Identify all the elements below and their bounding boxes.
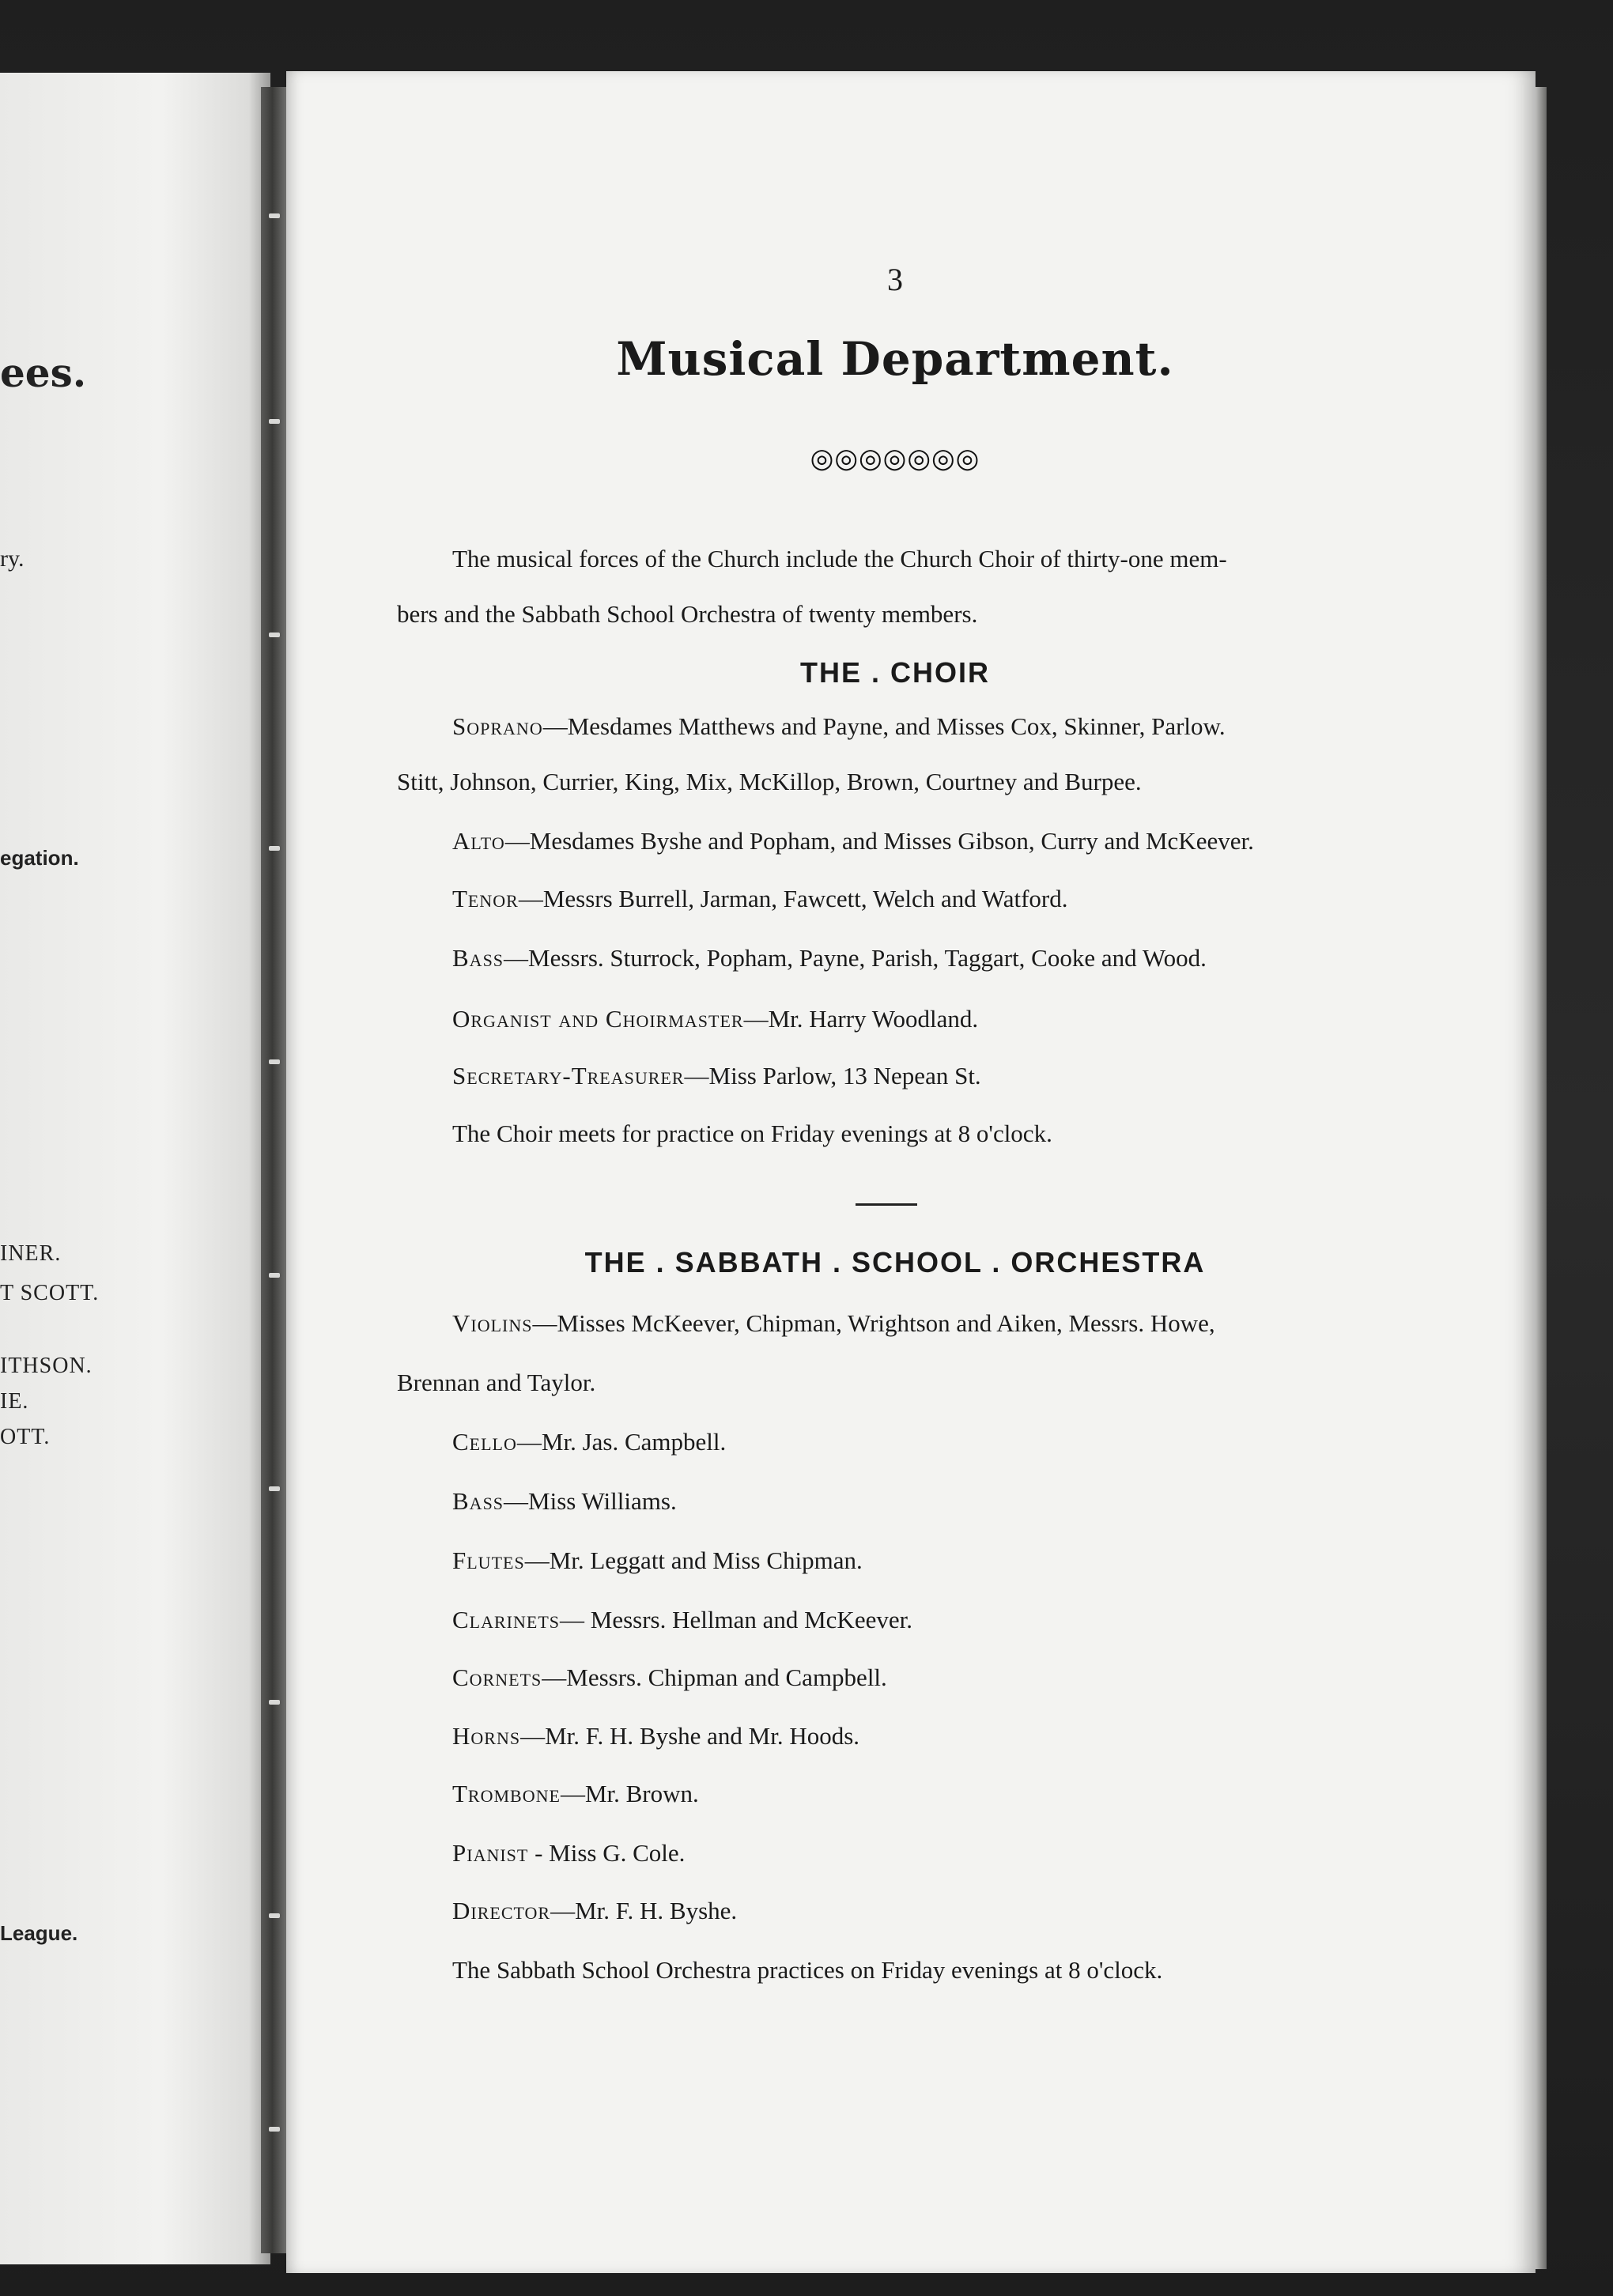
ornament-divider: ◎◎◎◎◎◎◎ [810, 444, 980, 474]
previous-page-line: INER. [0, 1241, 62, 1266]
orchestra-trombone [452, 1779, 699, 1808]
pianist-label: Pianist [452, 1839, 529, 1867]
orchestra-bass-label: Bass [452, 1487, 504, 1515]
pianist-member: - Miss G. Cole. [528, 1839, 686, 1867]
choir-bass-members: —Messrs. Sturrock, Popham, Payne, Parish, Taggart, Cooke and Wood. [504, 944, 1207, 972]
secretary-label: Secretary-Treasurer [452, 1062, 685, 1089]
trombone-member: —Mr. Brown. [560, 1780, 699, 1807]
document-page [286, 71, 1536, 2273]
choir-soprano [452, 712, 1226, 741]
choir-heading: THE . CHOIR [799, 656, 990, 689]
orchestra-pianist [452, 1838, 685, 1867]
section-rule [856, 1203, 917, 1206]
orchestra-violins-continued: Brennan and Taylor. [397, 1369, 596, 1396]
department-title: Musical Department. [616, 332, 1174, 386]
choir-organist [452, 1004, 978, 1033]
previous-page-fragment [0, 73, 270, 2264]
soprano-label: Soprano [452, 712, 543, 740]
orchestra-flutes [452, 1546, 863, 1575]
horns-members: —Mr. F. H. Byshe and Mr. Hoods. [520, 1722, 860, 1750]
choir-bass-label: Bass [452, 944, 504, 972]
clarinets-label: Clarinets [452, 1606, 561, 1633]
cello-member: —Mr. Jas. Campbell. [516, 1428, 727, 1456]
flutes-members: —Mr. Leggatt and Miss Chipman. [524, 1546, 863, 1574]
choir-practice-note: The Choir meets for practice on Friday evenings at 8 o'clock. [452, 1120, 1052, 1147]
orchestra-horns [452, 1721, 859, 1750]
clarinets-members: — Messrs. Hellman and McKeever. [560, 1606, 912, 1633]
alto-members: —Mesdames Byshe and Popham, and Misses Gibson, Curry and McKeever. [504, 827, 1254, 855]
flutes-label: Flutes [452, 1546, 525, 1574]
orchestra-cello [452, 1427, 726, 1456]
director-label: Director [452, 1897, 551, 1924]
choir-alto [452, 826, 1254, 855]
choir-soprano-continued: Stitt, Johnson, Currier, King, Mix, McKillop, Brown, Courtney and Burpee. [397, 768, 1142, 795]
tenor-members: —Messrs Burrell, Jarman, Fawcett, Welch and Watford. [518, 885, 1068, 912]
trombone-label: Trombone [452, 1780, 561, 1807]
intro-line-1: The musical forces of the Church include the Church Choir of thirty-one mem- [452, 545, 1227, 572]
orchestra-director [452, 1896, 737, 1925]
orchestra-bass-member: —Miss Williams. [504, 1487, 677, 1515]
violins-label: Violins [452, 1309, 533, 1337]
alto-label: Alto [452, 827, 505, 855]
orchestra-clarinets [452, 1605, 912, 1634]
choir-tenor [452, 884, 1067, 913]
violins-members: —Misses McKeever, Chipman, Wrightson and Aiken, Messrs. Howe, [532, 1309, 1215, 1337]
cello-label: Cello [452, 1428, 517, 1456]
previous-page-line: IE. [0, 1389, 29, 1414]
previous-page-line: T SCOTT. [0, 1281, 100, 1305]
orchestra-violins [452, 1308, 1215, 1338]
director-name: —Mr. F. H. Byshe. [550, 1897, 738, 1924]
binding-gutter [261, 87, 289, 2253]
tenor-label: Tenor [452, 885, 519, 912]
cornets-members: —Messrs. Chipman and Campbell. [542, 1663, 887, 1691]
previous-page-line: ry. [0, 546, 25, 572]
previous-page-heading-fragment: ees. [0, 349, 87, 396]
page-number: 3 [887, 262, 903, 297]
horns-label: Horns [452, 1722, 521, 1750]
previous-page-line: League. [0, 1921, 78, 1945]
organist-name: —Mr. Harry Woodland. [743, 1005, 979, 1033]
cornets-label: Cornets [452, 1663, 542, 1691]
previous-page-line: egation. [0, 846, 79, 870]
soprano-members: —Mesdames Matthews and Payne, and Misses Cox, Skinner, Parlow. [542, 712, 1226, 740]
previous-page-line: ITHSON. [0, 1354, 93, 1378]
orchestra-bass [452, 1486, 677, 1516]
organist-label: Organist and Choirmaster [452, 1005, 744, 1033]
previous-page-line: OTT. [0, 1425, 51, 1449]
orchestra-practice-note: The Sabbath School Orchestra practices on Friday evenings at 8 o'clock. [452, 1956, 1163, 1984]
choir-bass [452, 943, 1207, 972]
orchestra-heading: THE . SABBATH . SCHOOL . ORCHESTRA [584, 1246, 1206, 1278]
page-edge-shadow [1536, 87, 1547, 2269]
orchestra-cornets [452, 1663, 887, 1692]
choir-secretary [452, 1061, 981, 1090]
intro-line-2: bers and the Sabbath School Orchestra of twenty members. [397, 600, 978, 628]
secretary-name: —Miss Parlow, 13 Nepean St. [684, 1062, 981, 1089]
